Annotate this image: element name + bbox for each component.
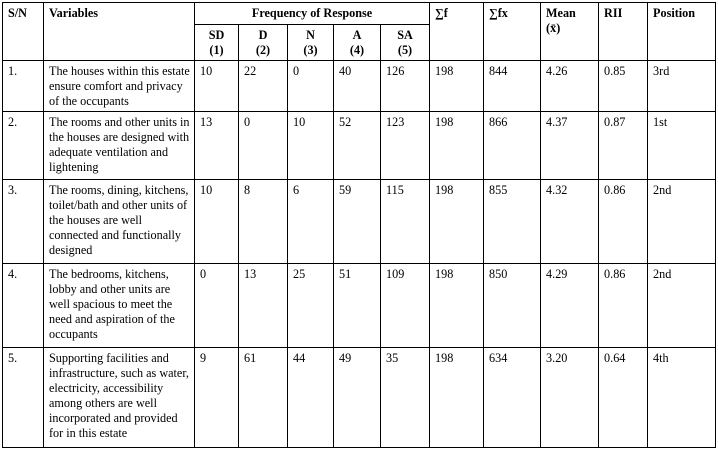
cell-n: 6 <box>288 180 334 264</box>
scale-a <box>334 25 381 61</box>
cell-a: 49 <box>334 348 381 448</box>
cell-sd: 0 <box>195 264 239 348</box>
cell-n: 0 <box>288 61 334 112</box>
cell-mean: 4.32 <box>541 180 599 264</box>
scale-sa <box>381 25 430 61</box>
cell-sn: 1. <box>3 61 44 112</box>
cell-position: 3rd <box>648 61 716 112</box>
cell-variable: Supporting facilities and infrastructure, such as water, electricity, accessibility among others are well incorporated and provided for in this estate <box>44 348 195 448</box>
cell-d: 8 <box>239 180 288 264</box>
scale-d <box>239 25 288 61</box>
header-position: Position <box>648 3 716 61</box>
cell-n: 25 <box>288 264 334 348</box>
cell-sa: 109 <box>381 264 430 348</box>
scale-n <box>288 25 334 61</box>
cell-mean: 4.26 <box>541 61 599 112</box>
scale-code: A <box>352 28 362 42</box>
cell-sd: 10 <box>195 61 239 112</box>
table-row <box>3 264 716 348</box>
cell-d: 61 <box>239 348 288 448</box>
cell-sum-fx: 844 <box>484 61 541 112</box>
cell-position: 4th <box>648 348 716 448</box>
cell-rii: 0.86 <box>599 264 648 348</box>
response-table <box>2 2 716 448</box>
scale-num: (4) <box>349 43 365 57</box>
cell-rii: 0.85 <box>599 61 648 112</box>
cell-sum-fx: 866 <box>484 112 541 180</box>
cell-n: 10 <box>288 112 334 180</box>
scale-code: SD <box>208 28 225 42</box>
cell-rii: 0.64 <box>599 348 648 448</box>
cell-variable: The rooms and other units in the houses are designed with adequate ventilation and lightening <box>44 112 195 180</box>
scale-num: (1) <box>209 43 224 57</box>
cell-sd: 13 <box>195 112 239 180</box>
cell-sum-f: 198 <box>430 112 484 180</box>
cell-mean: 4.29 <box>541 264 599 348</box>
header-mean-symbol: (x̄) <box>546 21 561 35</box>
cell-variable: The bedrooms, kitchens, lobby and other units are well spacious to meet the need and aspiration of the occupants <box>44 264 195 348</box>
cell-d: 13 <box>239 264 288 348</box>
cell-sd: 9 <box>195 348 239 448</box>
header-sum-fx: ∑fx <box>484 3 541 61</box>
cell-sum-f: 198 <box>430 61 484 112</box>
cell-sum-f: 198 <box>430 264 484 348</box>
cell-sum-fx: 634 <box>484 348 541 448</box>
cell-sum-f: 198 <box>430 348 484 448</box>
cell-rii: 0.86 <box>599 180 648 264</box>
cell-a: 40 <box>334 61 381 112</box>
cell-sa: 115 <box>381 180 430 264</box>
header-rii: RII <box>599 3 648 61</box>
cell-variable: The houses within this estate ensure comfort and privacy of the occupants <box>44 61 195 112</box>
cell-sn: 5. <box>3 348 44 448</box>
header-mean <box>541 3 599 61</box>
cell-a: 59 <box>334 180 381 264</box>
scale-code: D <box>258 28 268 42</box>
cell-sa: 35 <box>381 348 430 448</box>
table-row <box>3 348 716 448</box>
cell-sd: 10 <box>195 180 239 264</box>
cell-n: 44 <box>288 348 334 448</box>
cell-position: 1st <box>648 112 716 180</box>
cell-sum-f: 198 <box>430 180 484 264</box>
header-sum-f: ∑f <box>430 3 484 61</box>
table-row <box>3 61 716 112</box>
cell-position: 2nd <box>648 180 716 264</box>
cell-rii: 0.87 <box>599 112 648 180</box>
cell-a: 52 <box>334 112 381 180</box>
cell-mean: 4.37 <box>541 112 599 180</box>
scale-code: SA <box>397 28 413 42</box>
cell-sn: 3. <box>3 180 44 264</box>
scale-sd <box>195 25 239 61</box>
scale-num: (2) <box>255 43 271 57</box>
cell-variable: The rooms, dining, kitchens, toilet/bath and other units of the houses are well connected and functionally designed <box>44 180 195 264</box>
scale-code: N <box>306 28 315 42</box>
table-row <box>3 112 716 180</box>
cell-sum-fx: 850 <box>484 264 541 348</box>
scale-num: (3) <box>303 43 318 57</box>
cell-sum-fx: 855 <box>484 180 541 264</box>
cell-sa: 126 <box>381 61 430 112</box>
table-row <box>3 180 716 264</box>
header-variables: Variables <box>44 3 195 61</box>
cell-a: 51 <box>334 264 381 348</box>
cell-mean: 3.20 <box>541 348 599 448</box>
cell-d: 22 <box>239 61 288 112</box>
cell-sn: 2. <box>3 112 44 180</box>
header-frequency: Frequency of Response <box>195 3 430 25</box>
cell-sa: 123 <box>381 112 430 180</box>
scale-num: (5) <box>397 43 413 57</box>
cell-sn: 4. <box>3 264 44 348</box>
cell-d: 0 <box>239 112 288 180</box>
header-mean-label: Mean <box>546 6 576 20</box>
header-sn: S/N <box>3 3 44 61</box>
cell-position: 2nd <box>648 264 716 348</box>
